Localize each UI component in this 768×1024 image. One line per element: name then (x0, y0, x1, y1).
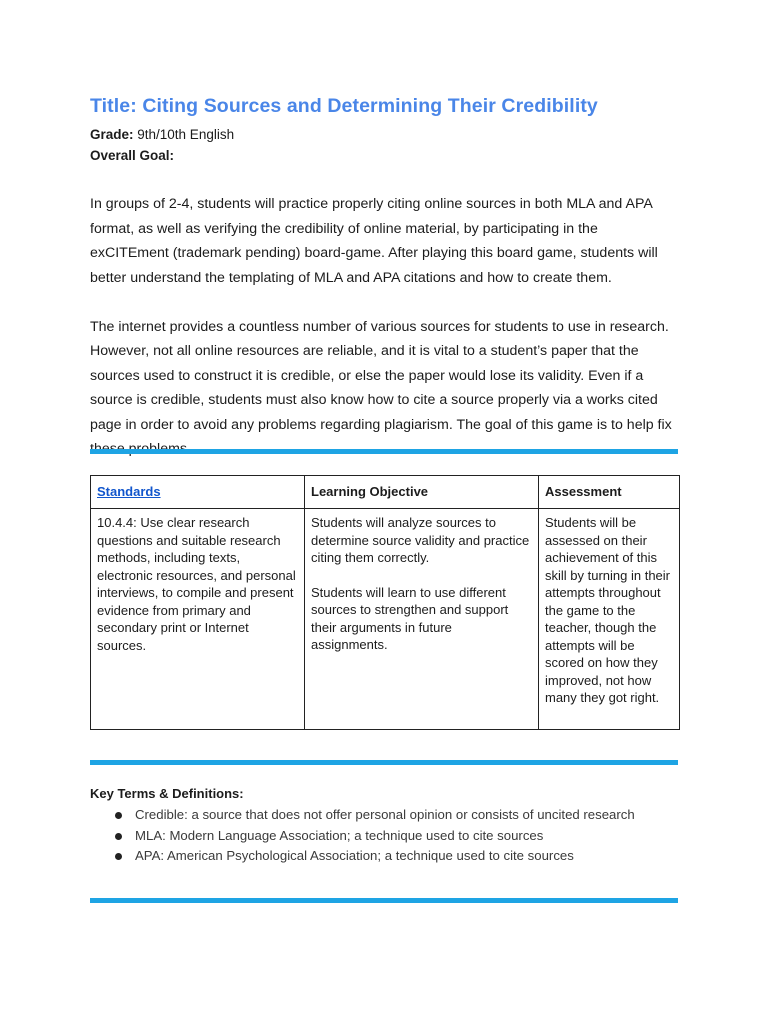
bullet-icon (115, 812, 122, 819)
page-title: Title: Citing Sources and Determining Their Credibility (90, 95, 598, 117)
grade-label: Grade: (90, 127, 134, 142)
lesson-meta (90, 124, 678, 166)
table-header-row (91, 476, 680, 509)
term-text: Credible: a source that does not offer personal opinion or consists of uncited research (135, 807, 635, 822)
goal-paragraph-2: The internet provides a countless number of various sources for students to use in research. However, not all online resources are reliable, and it is vital to a student’s paper that the sources used to construct it is credible, or else the paper would lose its validity. Even if a source is credible, students must also know how to cite a source properly via a works cited page in order to avoid any problems regarding plagiarism. The goal of this game is to help fix (90, 318, 672, 433)
section-divider (90, 760, 678, 765)
key-terms-heading: Key Terms & Definitions: (90, 786, 244, 801)
assessment-header: Assessment (539, 476, 680, 509)
objective-cell (305, 509, 539, 730)
section-divider (90, 449, 678, 454)
objective-text-2: Students will learn to use different sources to strengthen and support their arguments in future assignments. (311, 584, 509, 652)
goal-paragraph-1: In groups of 2-4, students will practice properly citing online sources in both MLA and APA format, as well as verifying the credibility of online material, by participating in the exCITEment (trademark pending) board-game. After playing this board game, students will better understand the templating of MLA and APA citations and how to create them. (90, 196, 658, 286)
list-item (90, 805, 690, 826)
standards-link[interactable]: Standards (97, 484, 161, 499)
key-terms-section (90, 785, 690, 867)
standards-table (90, 475, 680, 730)
goal-label: Overall Goal: (90, 148, 175, 163)
term-text: APA: American Psychological Association; a technique used to cite sources (135, 848, 574, 863)
grade-value: 9th/10th English (133, 127, 235, 142)
standards-header (91, 476, 305, 509)
objective-text-1: Students will analyze sources to determine source validity and practice citing them correctly. (311, 515, 530, 565)
grade-line (90, 124, 678, 145)
table-row (91, 509, 680, 730)
assessment-cell: Students will be assessed on their achievement of this skill by turning in their attempts throughout the game to the teacher, though the attempts will be scored on how they improved, not how many they got right. (539, 509, 680, 730)
bullet-icon (115, 833, 122, 840)
list-item (90, 846, 690, 867)
lesson-header (90, 94, 678, 462)
goal-line (90, 145, 678, 166)
list-item (90, 826, 690, 847)
objective-header: Learning Objective (305, 476, 539, 509)
bullet-icon (115, 853, 122, 860)
section-divider (90, 898, 678, 903)
key-terms-list (90, 805, 690, 867)
term-text: MLA: Modern Language Association; a technique used to cite sources (135, 827, 544, 843)
standards-cell: 10.4.4: Use clear research questions and suitable research methods, including texts, electronic resources, and personal interviews, to compile and present evidence from primary and secondary print or Internet sources. (91, 509, 305, 730)
